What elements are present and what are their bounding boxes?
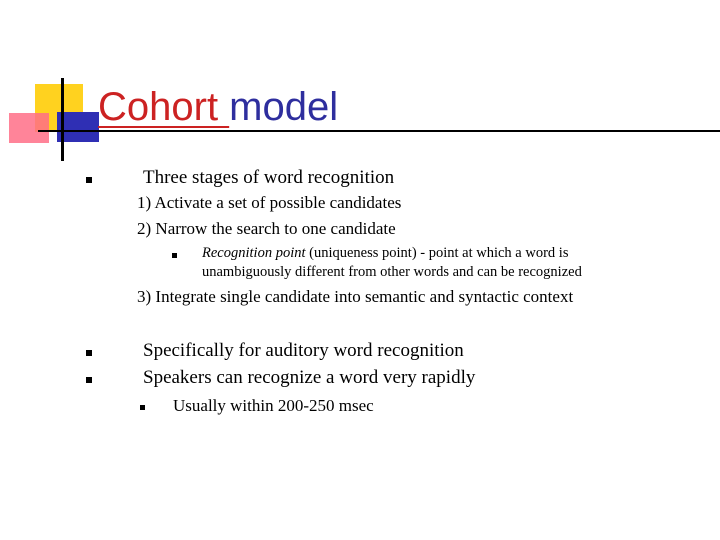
step-activate: 1) Activate a set of possible candidates bbox=[137, 193, 402, 212]
bullet-stages: Three stages of word recognition bbox=[143, 167, 395, 188]
recognition-point-term: Recognition point bbox=[202, 245, 306, 261]
recognition-point-definition: (uniqueness point) - point at which a word is bbox=[305, 245, 569, 261]
bullet-icon bbox=[86, 177, 92, 183]
bullet-timing: Usually within 200-250 msec bbox=[173, 396, 374, 415]
bullet-speakers: Speakers can recognize a word very rapidly bbox=[143, 367, 476, 388]
step-integrate: 3) Integrate single candidate into semantic and syntactic context bbox=[137, 287, 574, 306]
title-model: model bbox=[229, 85, 339, 129]
sub-bullet-icon bbox=[172, 253, 177, 258]
bullet-auditory: Specifically for auditory word recognition bbox=[143, 340, 464, 361]
slide-title bbox=[98, 82, 338, 132]
bullet-icon bbox=[86, 350, 92, 356]
logo-vertical-line bbox=[61, 78, 64, 161]
recognition-point-line1 bbox=[202, 245, 568, 262]
sub-bullet-icon bbox=[140, 405, 145, 410]
bullet-icon bbox=[86, 377, 92, 383]
logo-red-square bbox=[9, 113, 49, 143]
recognition-point-line2: unambiguously different from other words and can be recognized bbox=[202, 264, 582, 280]
title-cohort: Cohort bbox=[98, 85, 230, 129]
step-narrow: 2) Narrow the search to one candidate bbox=[137, 219, 396, 238]
